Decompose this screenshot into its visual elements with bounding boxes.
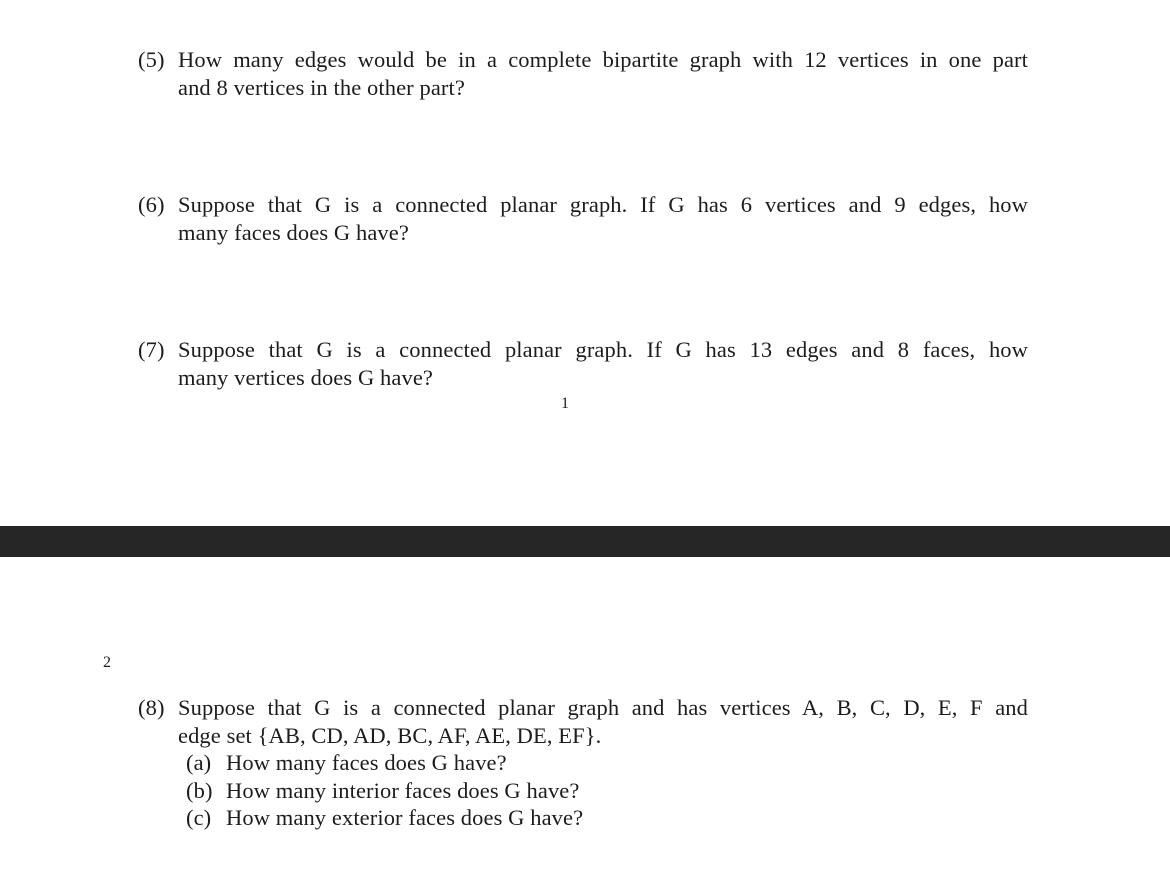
problem-5 [138,46,1028,101]
problem-number: (5) [138,47,165,72]
subpart-c [138,804,1028,832]
page-separator [0,526,1170,557]
page-2 [0,557,1170,895]
problem-text-line-2: and 8 vertices in the other part? [178,74,465,100]
subpart-text: How many interior faces does G have? [226,777,580,803]
problem-text-line-2: many faces does G have? [178,219,409,245]
problem-number: (8) [138,695,165,720]
subpart-label: (c) [186,805,212,830]
problem-7 [138,336,1028,391]
subpart-label: (a) [186,750,212,775]
problem-number: (6) [138,192,165,217]
problem-text-line-1: Suppose that G is a connected planar graph. If G has 6 vertices and 9 edges, how [178,192,1028,217]
subpart-a [138,749,1028,777]
problem-8 [138,694,1028,832]
problem-text-line-1: Suppose that G is a connected planar graph and has vertices A, B, C, D, E, F and [178,695,1028,720]
problem-text-line-1: How many edges would be in a complete bipartite graph with 12 vertices in one part [178,47,1028,72]
problem-text-line-2: many vertices does G have? [178,364,433,390]
problem-6 [138,191,1028,246]
page-number-2: 2 [103,654,111,671]
page-number-1: 1 [561,395,569,412]
subpart-label: (b) [186,777,213,803]
subpart-b [138,777,1028,805]
problem-text-line-1: Suppose that G is a connected planar graph. If G has 13 edges and 8 faces, how [178,337,1028,362]
subpart-text: How many faces does G have? [226,750,507,775]
problem-number: (7) [138,337,165,362]
subpart-text: How many exterior faces does G have? [226,805,584,830]
problem-text-line-2: edge set {AB, CD, AD, BC, AF, AE, DE, EF}. [178,722,602,748]
